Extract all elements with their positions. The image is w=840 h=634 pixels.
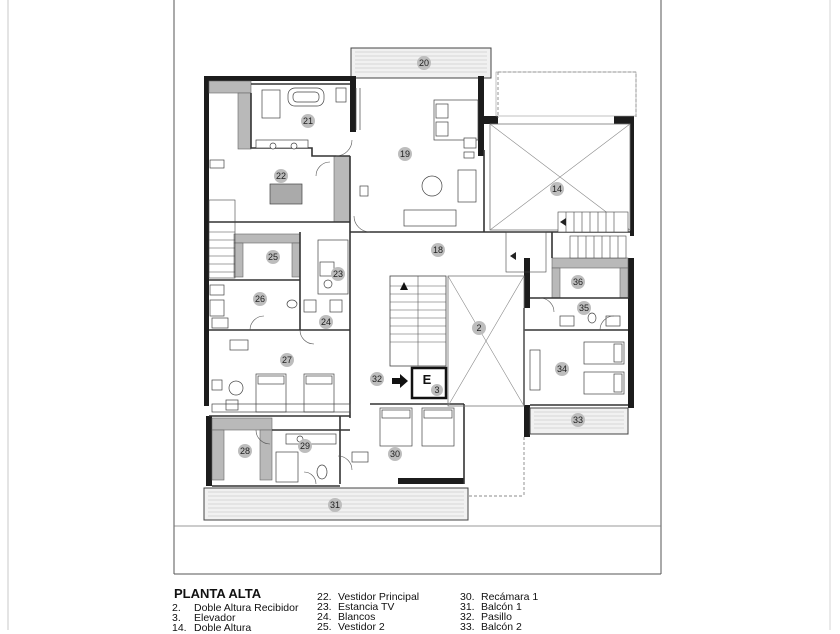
- legend-item-number: 2.: [172, 602, 181, 614]
- legend-item-label: Doble Altura Recibidor: [194, 602, 299, 614]
- room-label-21: 21: [302, 116, 314, 126]
- legend-item-number: 30.: [460, 591, 475, 603]
- room-label-29: 29: [299, 441, 311, 451]
- legend-column-3: [460, 592, 538, 632]
- legend-item-number: 23.: [317, 601, 332, 613]
- room-label-18: 18: [432, 245, 444, 255]
- room-label-32: 32: [371, 374, 383, 384]
- legend-item-label: Doble Altura: [194, 622, 252, 634]
- legend-item-label: Estancia TV: [338, 601, 395, 613]
- room-label-31: 31: [329, 500, 341, 510]
- room-label-30: 30: [389, 449, 401, 459]
- legend-item-number: 3.: [172, 612, 181, 624]
- room-label-19: 19: [399, 149, 411, 159]
- legend-item-number: 31.: [460, 601, 475, 613]
- room-label-14: 14: [551, 184, 563, 194]
- legend-item-label: Blancos: [338, 611, 376, 623]
- room-label-25: 25: [267, 252, 279, 262]
- legend-item-label: Pasillo: [481, 611, 512, 623]
- legend-item-label: Balcón 2: [481, 621, 522, 633]
- room-label-26: 26: [254, 294, 266, 304]
- room-label-33: 33: [572, 415, 584, 425]
- legend-item-label: Recámara 1: [481, 591, 539, 603]
- room-label-23: 23: [332, 269, 344, 279]
- room-label-27: 27: [281, 355, 293, 365]
- room-label-22: 22: [275, 171, 287, 181]
- legend-item-number: 32.: [460, 611, 475, 623]
- legend-item: [172, 623, 298, 633]
- legend-column-1: [172, 603, 298, 633]
- legend-title: PLANTA ALTA: [174, 586, 262, 601]
- legend-column-2: [317, 592, 419, 632]
- legend-item-number: 24.: [317, 611, 332, 623]
- legend-item-number: 14.: [172, 622, 187, 634]
- room-label-36: 36: [572, 277, 584, 287]
- legend-item-label: Vestidor Principal: [338, 591, 420, 603]
- legend-item-number: 22.: [317, 591, 332, 603]
- legend-item-label: Balcón 1: [481, 601, 522, 613]
- elevator-letter: E: [422, 372, 432, 387]
- room-label-34: 34: [556, 364, 568, 374]
- legend-item-label: Vestidor 2: [338, 621, 385, 633]
- room-label-35: 35: [578, 303, 590, 313]
- legend-item-number: 33.: [460, 621, 475, 633]
- room-label-20: 20: [418, 58, 430, 68]
- legend-item: [460, 622, 538, 632]
- room-label-2: 2: [476, 323, 482, 333]
- legend-item: [317, 622, 419, 632]
- legend-item-label: Elevador: [194, 612, 236, 624]
- room-label-28: 28: [239, 446, 251, 456]
- room-label-3: 3: [434, 385, 440, 395]
- room-label-24: 24: [320, 317, 332, 327]
- legend-item-number: 25.: [317, 621, 332, 633]
